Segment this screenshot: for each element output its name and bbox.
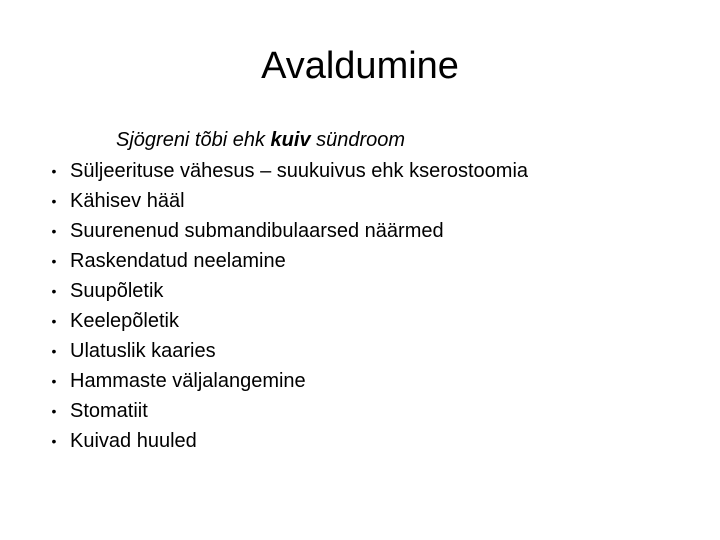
list-item [48, 216, 708, 246]
symptom-list [48, 156, 708, 456]
list-item-text: Ulatuslik kaaries [70, 340, 216, 362]
list-item [48, 426, 708, 456]
list-item-text: Raskendatud neelamine [70, 250, 286, 272]
bullet-icon: • [51, 163, 57, 179]
subtitle-text-after: sündroom [310, 129, 406, 151]
subtitle-text-bold: kuiv [270, 129, 311, 151]
subtitle-text-before: Sjögreni tõbi ehk [116, 129, 271, 151]
bullet-icon: • [51, 433, 57, 449]
list-item [48, 396, 708, 426]
list-item-text: Keelepõletik [70, 310, 179, 332]
list-item-text: Stomatiit [70, 400, 148, 422]
list-item [48, 186, 708, 216]
bullet-icon: • [51, 253, 57, 269]
bullet-icon: • [51, 223, 57, 239]
list-item [48, 306, 708, 336]
list-item-text: Suupõletik [70, 280, 164, 302]
slide-title: Avaldumine [261, 45, 459, 87]
list-item-text: Süljeerituse vähesus – suukuivus ehk kserostoomia [70, 160, 529, 182]
list-item-text: Kähisev hääl [70, 190, 185, 212]
list-item [48, 366, 708, 396]
list-item-text: Hammaste väljalangemine [70, 370, 306, 392]
bullet-icon: • [51, 403, 57, 419]
list-item [48, 276, 708, 306]
bullet-icon: • [51, 283, 57, 299]
list-item-text: Kuivad huuled [70, 430, 197, 452]
list-item [48, 156, 708, 186]
bullet-icon: • [51, 373, 57, 389]
bullet-icon: • [51, 343, 57, 359]
bullet-icon: • [51, 313, 57, 329]
list-item [48, 336, 708, 366]
list-item-text: Suurenenud submandibulaarsed näärmed [70, 220, 444, 242]
list-item [48, 246, 708, 276]
slide-subtitle [116, 126, 405, 154]
bullet-icon: • [51, 193, 57, 209]
